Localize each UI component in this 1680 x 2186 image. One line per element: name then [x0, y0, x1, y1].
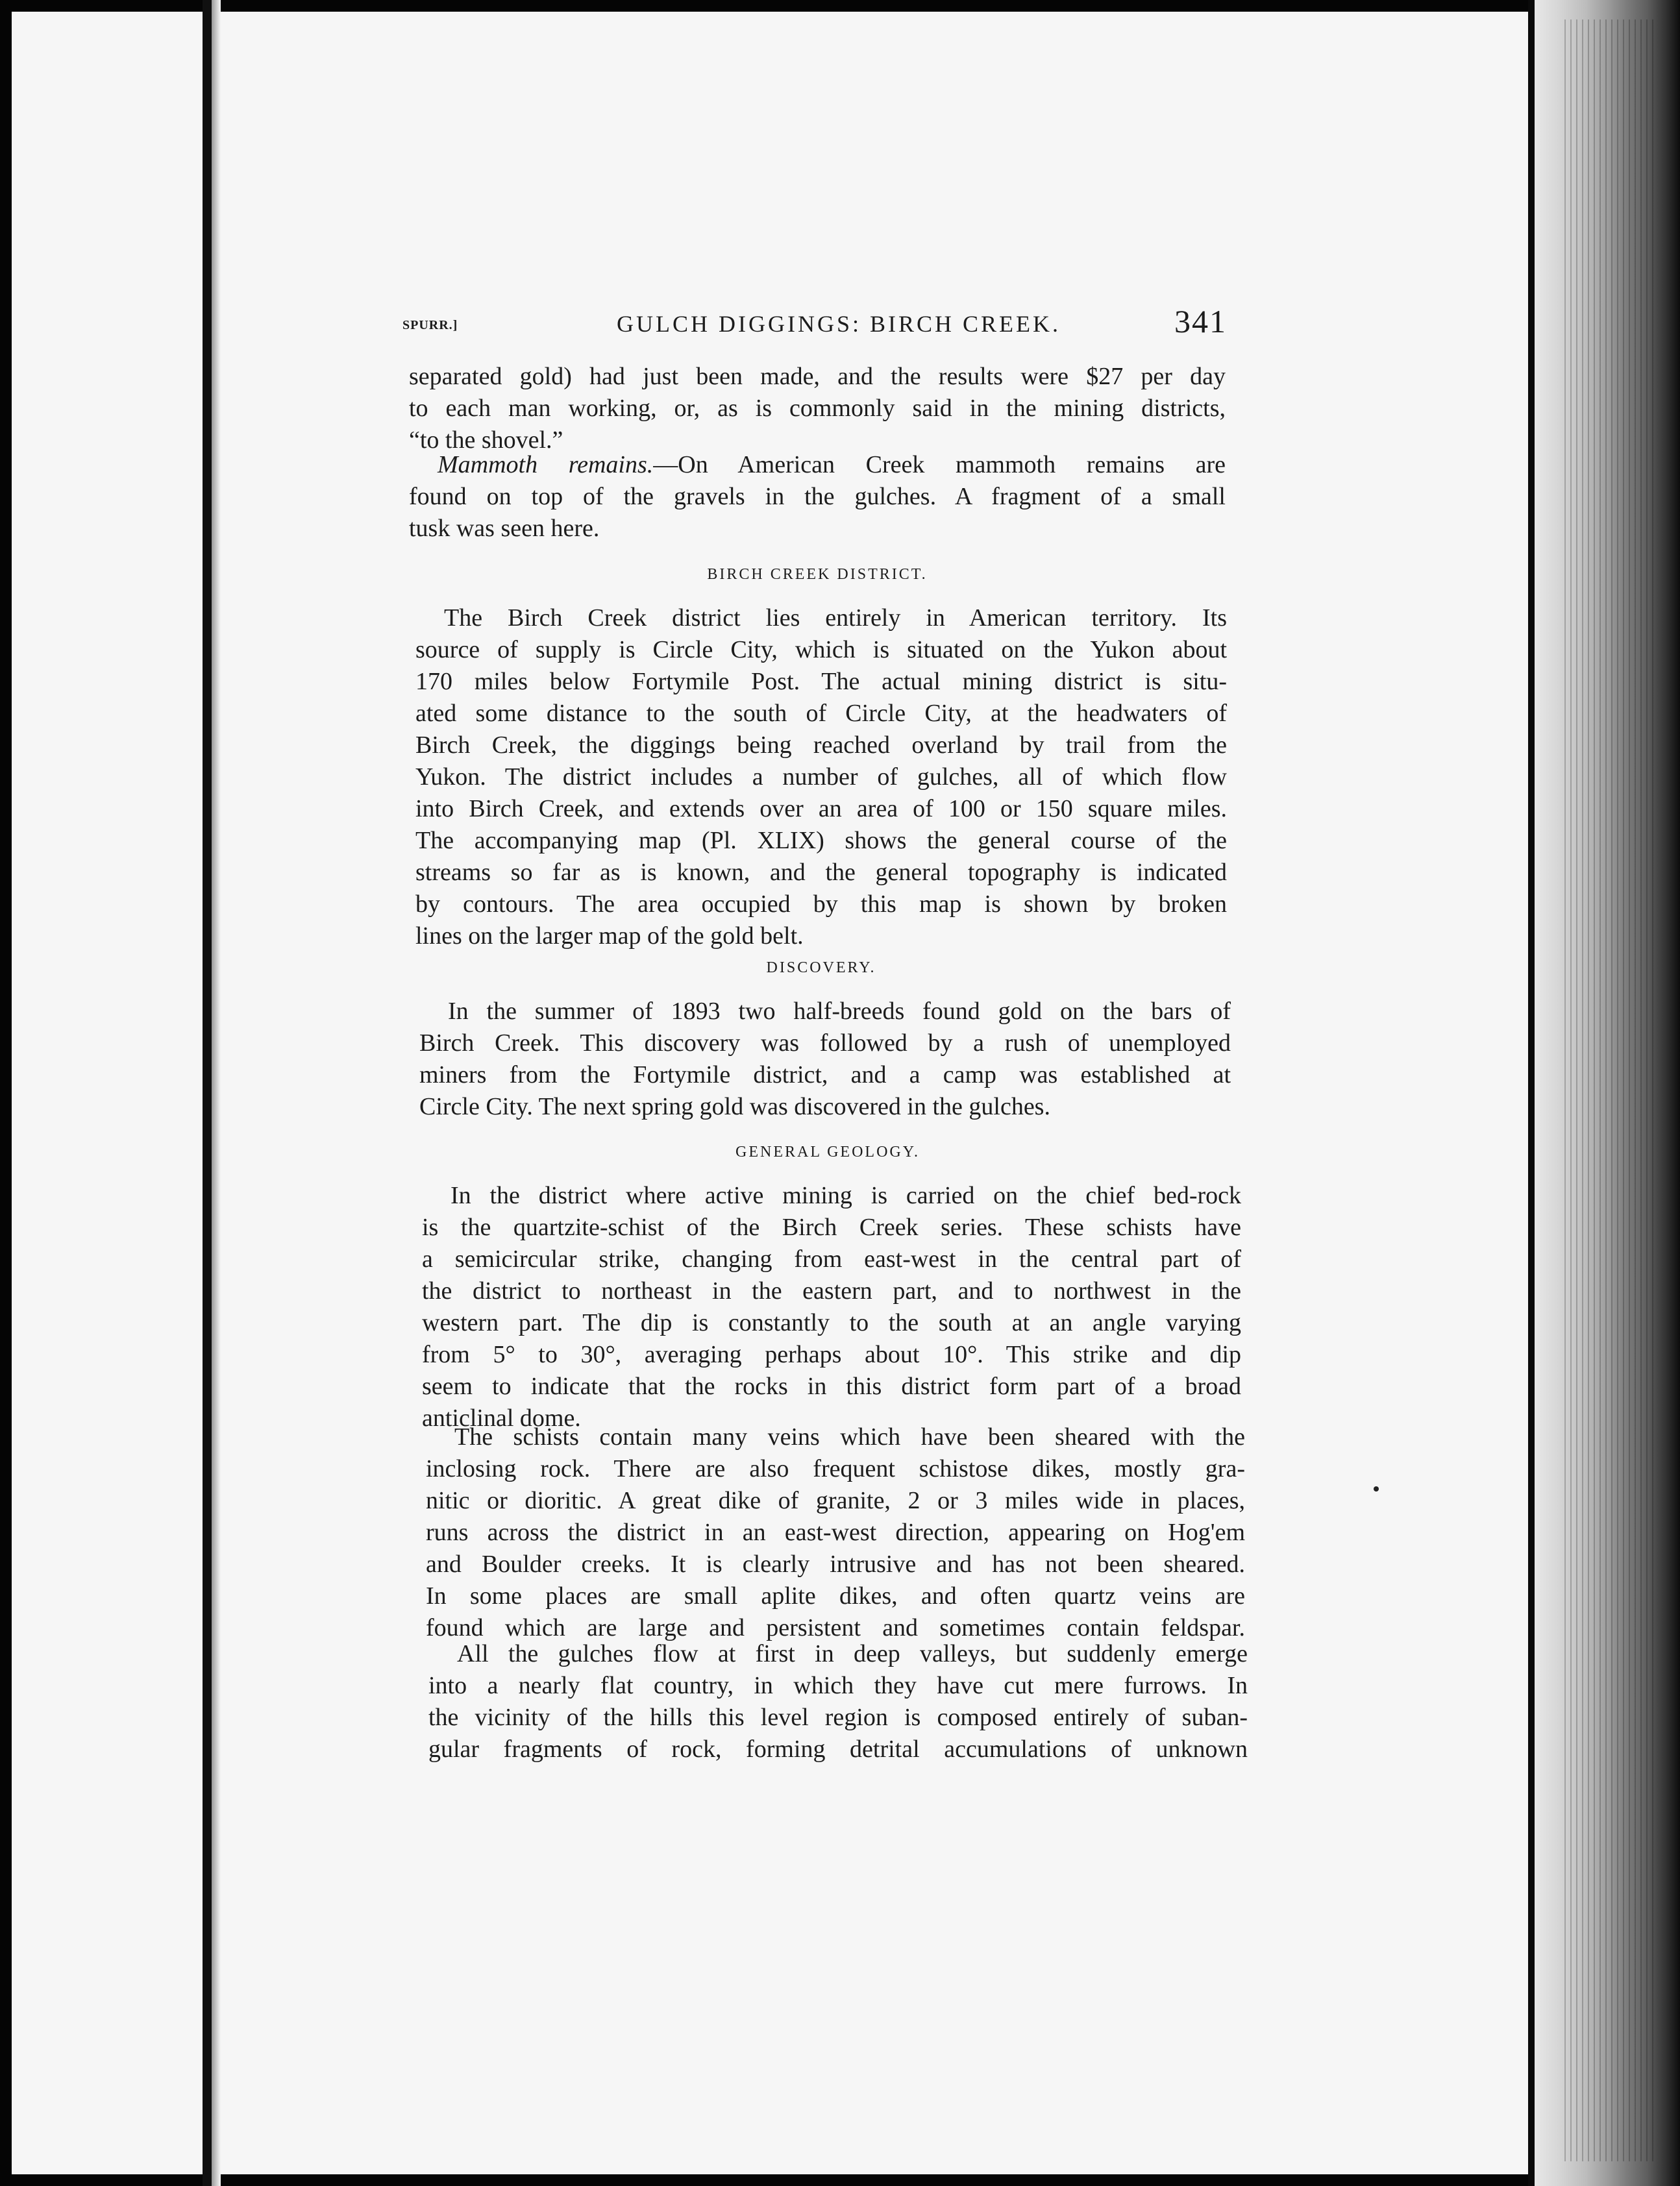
text-line: In the district where active mining is carried on the chief bed-rock: [451, 1182, 1241, 1209]
scan-border-bottom: [0, 2174, 1680, 2186]
text-line: the district to northeast in the eastern part, and to northwest in the: [422, 1277, 1241, 1305]
geology-paragraph-2: [426, 1421, 1245, 1644]
text-line: western part. The dip is constantly to the south at an angle varying: [422, 1309, 1241, 1336]
text-line: Yukon. The district includes a number of gulches, all of which flow: [415, 763, 1227, 791]
geology-paragraph-3: [428, 1638, 1248, 1765]
book-gutter: [203, 0, 212, 2186]
mammoth-text: —On American Creek mammoth remains are: [653, 451, 1226, 478]
text-line: the vicinity of the hills this level region is composed entirely of suban-: [428, 1704, 1248, 1731]
text-line: Birch Creek. This discovery was followed by a rush of unemployed: [419, 1029, 1231, 1057]
text-line: The Birch Creek district lies entirely in American territory. Its: [444, 604, 1227, 632]
mammoth-paragraph: [409, 449, 1226, 545]
text-line: found on top of the gravels in the gulches. A fragment of a small: [409, 483, 1226, 510]
birch-creek-paragraph: [415, 602, 1227, 952]
scan-border-left: [0, 0, 12, 2186]
text-line: streams so far as is known, and the general topography is indicated: [415, 859, 1227, 886]
scan-speck: [1374, 1486, 1379, 1492]
text-line: nitic or dioritic. A great dike of granite, 2 or 3 miles wide in places,: [426, 1487, 1245, 1514]
section-heading-general-geology: GENERAL GEOLOGY.: [735, 1144, 920, 1161]
text-line: Birch Creek, the diggings being reached overland by trail from the: [415, 731, 1227, 759]
running-head-title: GULCH DIGGINGS: BIRCH CREEK.: [617, 311, 1061, 337]
section-heading-discovery: DISCOVERY.: [766, 959, 876, 976]
text-line: In some places are small aplite dikes, and often quartz veins are: [426, 1582, 1245, 1610]
text-line: seem to indicate that the rocks in this district form part of a broad: [422, 1373, 1241, 1400]
text-line: 170 miles below Fortymile Post. The actual mining district is situ-: [415, 668, 1227, 695]
text-line: lines on the larger map of the gold belt.: [415, 922, 804, 950]
running-head-author: SPURR.]: [402, 318, 458, 332]
text-line: In the summer of 1893 two half-breeds found gold on the bars of: [448, 998, 1231, 1025]
text-line: gular fragments of rock, forming detrital accumulations of unknown: [428, 1736, 1248, 1763]
text-line: into a nearly flat country, in which they have cut mere furrows. In: [428, 1672, 1248, 1699]
text-line: found which are large and persistent and sometimes contain feldspar.: [426, 1614, 1245, 1641]
section-heading-birch-creek-district: BIRCH CREEK DISTRICT.: [707, 566, 928, 583]
text-line: miners from the Fortymile district, and a camp was established at: [419, 1061, 1231, 1088]
text-line: The schists contain many veins which have been sheared with the: [454, 1423, 1245, 1451]
text-line: a semicircular strike, changing from east-west in the central part of: [422, 1246, 1241, 1273]
text-line: is the quartzite-schist of the Birch Creek series. These schists have: [422, 1214, 1241, 1241]
text-line: The accompanying map (Pl. XLIX) shows the general course of the: [415, 827, 1227, 854]
mammoth-title: Mammoth remains.: [438, 451, 654, 478]
text-line: Circle City. The next spring gold was discovered in the gulches.: [419, 1093, 1050, 1120]
page-number: 341: [1174, 303, 1227, 339]
text-line: anticlinal dome.: [422, 1405, 581, 1432]
text-line: by contours. The area occupied by this map is shown by broken: [415, 890, 1227, 918]
intro-paragraph: [409, 361, 1226, 456]
scan-border-top: [0, 0, 1680, 12]
text-line: ated some distance to the south of Circle City, at the headwaters of: [415, 700, 1227, 727]
gutter-shadow: [212, 0, 221, 2186]
text-line: “to the shovel.”: [409, 426, 563, 454]
text-line: tusk was seen here.: [409, 515, 600, 542]
page-edge-lines: [1564, 19, 1655, 2161]
text-line: runs across the district in an east-west direction, appearing on Hog'em: [426, 1519, 1245, 1546]
discovery-paragraph: [419, 996, 1231, 1123]
text-line: and Boulder creeks. It is clearly intrusive and has not been sheared.: [426, 1551, 1245, 1578]
text-line: into Birch Creek, and extends over an area of 100 or 150 square miles.: [415, 795, 1227, 822]
text-line: inclosing rock. There are also frequent schistose dikes, mostly gra-: [426, 1455, 1245, 1482]
text-line: from 5° to 30°, averaging perhaps about 10°. This strike and dip: [422, 1341, 1241, 1368]
text-line: All the gulches flow at first in deep valleys, but suddenly emerge: [457, 1640, 1248, 1667]
geology-paragraph-1: [422, 1180, 1241, 1434]
text-line: [409, 449, 1226, 481]
text-line: separated gold) had just been made, and the results were $27 per day: [409, 363, 1226, 390]
running-head: [402, 302, 1227, 348]
page-edge-shadow: [1528, 0, 1535, 2186]
text-line: source of supply is Circle City, which is situated on the Yukon about: [415, 636, 1227, 663]
text-line: to each man working, or, as is commonly said in the mining districts,: [409, 395, 1226, 422]
